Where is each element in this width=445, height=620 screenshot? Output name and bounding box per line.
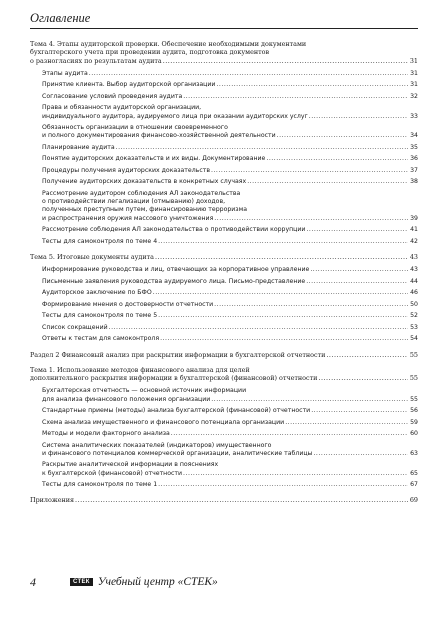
toc-subentry[interactable] [30, 324, 418, 332]
dot-leader [214, 301, 408, 309]
toc-page-number: 54 [410, 335, 418, 343]
toc-page-number: 35 [410, 143, 418, 151]
toc-page-number: 31 [410, 81, 418, 89]
dot-leader [306, 278, 408, 286]
toc-subentry[interactable] [30, 335, 418, 343]
dot-leader [306, 226, 408, 234]
toc-page-number: 46 [410, 289, 418, 297]
toc-page-number: 31 [409, 56, 418, 65]
toc-page-number: 56 [410, 407, 418, 415]
toc-entry-text: Формирование мнения о достоверности отчетности [42, 300, 214, 308]
toc-entry-text: Согласование условий проведения аудита [42, 92, 183, 100]
toc-page-number: 60 [410, 430, 418, 438]
toc-entry-text: для анализа финансового положения организации [42, 395, 211, 403]
toc-subentry[interactable] [30, 301, 418, 309]
page-header [30, 10, 418, 32]
toc-section-entry[interactable] [30, 40, 418, 65]
toc-page-number: 63 [410, 449, 418, 457]
toc-entry-text: Права и обязанности аудиторской организации, [42, 104, 202, 112]
toc-entry-text: Принятие клиента. Выбор аудиторской организации [42, 81, 216, 89]
toc-subentry[interactable] [30, 442, 418, 459]
page-number: 4 [30, 574, 36, 589]
toc-subentry[interactable] [30, 312, 418, 320]
toc-entry-text: и финансового потенциалов коммерческой организации, аналитические таблицы [42, 449, 313, 457]
toc-page-number: 43 [410, 266, 418, 274]
toc-page-number: 41 [410, 226, 418, 234]
toc-entry-text: и распространения оружия массового уничтожения [42, 214, 214, 222]
toc-spacer [30, 359, 418, 366]
toc-entry-text: Раздел 2 Финансовый анализ при раскрытии информации в бухгалтерской отчетности [30, 350, 326, 359]
toc-page-number: 53 [410, 323, 418, 331]
dot-leader [310, 266, 408, 274]
toc-spacer [30, 344, 418, 351]
toc-subentry[interactable] [30, 419, 418, 427]
toc-entry-text: Ответы к тестам для самоконтроля [42, 335, 160, 343]
dot-leader [313, 450, 408, 458]
toc-page-number: 55 [409, 350, 418, 359]
toc-entry-text: Список сокращений [42, 323, 108, 331]
toc-subentry[interactable] [30, 481, 418, 489]
dot-leader [171, 430, 408, 438]
toc-entry-text: Тесты для самоконтроля по теме 5 [42, 312, 158, 320]
toc-page-number: 67 [410, 481, 418, 489]
dot-leader [116, 144, 408, 152]
dot-leader [163, 57, 408, 65]
toc-entry-text: Тема 5. Итоговые документы аудита [30, 253, 154, 261]
toc-entry-text: и полного документирования финансово-хозяйственной деятельности [42, 132, 276, 140]
toc-entry-text: Бухгалтерская отчетность — основной источник информации [42, 387, 247, 395]
toc-subentry[interactable] [30, 266, 418, 274]
toc-subentry[interactable] [30, 104, 418, 121]
toc-entry-text: Рассмотрение соблюдения АЛ законодательства о противодействии коррупции [42, 226, 306, 234]
toc-subentry[interactable] [30, 238, 418, 246]
toc-subentry[interactable] [30, 289, 418, 297]
publisher-name: Учебный центр «СТЕК» [97, 576, 218, 588]
toc-page-number: 31 [410, 69, 418, 77]
toc-page-number: 36 [410, 155, 418, 163]
dot-leader [247, 178, 408, 186]
toc-subentry[interactable] [30, 387, 418, 404]
dot-leader [214, 215, 408, 223]
toc-entry-text: Письменные заявления руководства аудируемого лица. Письмо-представление [42, 277, 306, 285]
toc-entry-text: Понятие аудиторских доказательств и их виды. Документирование [42, 155, 266, 163]
toc-subentry[interactable] [30, 178, 418, 186]
toc-entry-text: Схема анализа имущественного и финансового потенциала организации [42, 418, 285, 426]
toc-page-number: 55 [410, 395, 418, 403]
toc-subentry[interactable] [30, 407, 418, 415]
toc-entry-text: Аудиторское заключение по БФО [42, 289, 152, 297]
toc-section-entry[interactable] [30, 351, 418, 359]
toc-entry-text: полученных преступным путем, финансированию терроризма [42, 206, 248, 214]
toc-subentry[interactable] [30, 93, 418, 101]
toc-page-number: 65 [410, 469, 418, 477]
dot-leader [183, 93, 408, 101]
toc-entry-text: о противодействии легализации (отмыванию) доходов, [42, 198, 226, 206]
toc-entry-text: Обязанность организации в отношении своевременного [42, 124, 228, 132]
toc-spacer [30, 246, 418, 253]
dot-leader [266, 155, 408, 163]
toc-entry-text: Этапы аудита [42, 69, 88, 77]
toc-entry-text: бухгалтерского учета при проведении аудита, подготовка документов [30, 48, 270, 57]
toc-page-number: 37 [410, 166, 418, 174]
toc-page-number: 33 [410, 112, 418, 120]
toc-page-number: 42 [410, 237, 418, 245]
dot-leader [158, 481, 408, 489]
toc-subentry[interactable] [30, 190, 418, 223]
page-title: Оглавление [30, 11, 91, 25]
publisher-logo: СТЕК [70, 578, 93, 586]
dot-leader [89, 70, 408, 78]
toc-subentry[interactable] [30, 81, 418, 89]
toc-section-entry[interactable] [30, 496, 418, 504]
toc-page-number: 38 [410, 178, 418, 186]
toc-page-number: 55 [409, 374, 418, 383]
dot-leader [158, 238, 408, 246]
toc-subentry[interactable] [30, 226, 418, 234]
toc-entry-text: Тема 1. Использование методов финансового анализа для целей [30, 365, 250, 374]
toc-subentry[interactable] [30, 70, 418, 78]
toc-section-entry[interactable] [30, 253, 418, 261]
toc-entry-text: Планирование аудита [42, 143, 115, 151]
dot-leader [158, 312, 408, 320]
toc-entry-text: Система аналитических показателей (индикаторов) имущественного [42, 441, 272, 449]
toc-subentry[interactable] [30, 430, 418, 438]
dot-leader [277, 132, 408, 140]
toc-page-number: 69 [409, 496, 418, 505]
dot-leader [326, 351, 408, 359]
dot-leader [216, 81, 408, 89]
toc-entry-text: Тесты для самоконтроля по теме 1 [42, 481, 158, 489]
toc-page-number: 39 [410, 214, 418, 222]
toc-entry-text: Тесты для самоконтроля по теме 4 [42, 237, 158, 245]
dot-leader [309, 113, 408, 121]
toc-subentry[interactable] [30, 167, 418, 175]
toc-subentry[interactable] [30, 461, 418, 478]
table-of-contents [30, 40, 418, 505]
toc-entry-text: Стандартные приемы (методы) анализа бухгалтерской (финансовой) отчетности [42, 407, 311, 415]
page-footer [30, 574, 418, 590]
toc-entry-text: Информирование руководства и лиц, отвечающих за корпоративное управление [42, 266, 310, 274]
toc-entry-text: Приложения [30, 496, 75, 505]
dot-leader [109, 324, 408, 332]
toc-subentry[interactable] [30, 278, 418, 286]
toc-entry-text: о разногласиях по результатам аудита [30, 56, 162, 65]
toc-entry-text: Рассмотрение аудитором соблюдения АЛ законодательства [42, 189, 241, 197]
toc-entry-text: Методы и модели факторного анализа [42, 430, 170, 438]
toc-page-number: 32 [410, 92, 418, 100]
dot-leader [318, 374, 408, 382]
header-divider [30, 28, 418, 29]
dot-leader [155, 253, 408, 261]
toc-entry-text: Раскрытие аналитической информации в пояснениях [42, 461, 219, 469]
toc-entry-text: к бухгалтерской (финансовой) отчетности [42, 469, 183, 477]
toc-section-entry[interactable] [30, 366, 418, 383]
toc-entry-text: Процедуры получения аудиторских доказательств [42, 166, 210, 174]
toc-page-number: 43 [409, 253, 418, 261]
toc-spacer [30, 489, 418, 496]
dot-leader [183, 470, 408, 478]
dot-leader [211, 396, 408, 404]
toc-entry-text: дополнительного раскрытия информации в бухгалтерской (финансовой) отчетности [30, 374, 318, 383]
toc-entry-text: Получение аудиторских доказательств в конкретных случаях [42, 178, 247, 186]
toc-subentry[interactable] [30, 124, 418, 141]
toc-page-number: 50 [410, 300, 418, 308]
toc-page-number: 52 [410, 312, 418, 320]
toc-entry-text: индивидуального аудитора, аудируемого лица при оказании аудиторских услуг [42, 112, 308, 120]
dot-leader [211, 167, 408, 175]
toc-page-number: 34 [410, 132, 418, 140]
dot-leader [75, 496, 408, 504]
toc-page-number: 59 [410, 418, 418, 426]
toc-subentry[interactable] [30, 155, 418, 163]
toc-subentry[interactable] [30, 144, 418, 152]
dot-leader [311, 407, 408, 415]
dot-leader [160, 335, 408, 343]
toc-entry-text: Тема 4. Этапы аудиторской проверки. Обеспечение необходимыми документами [30, 40, 307, 48]
toc-page-number: 44 [410, 277, 418, 285]
dot-leader [153, 289, 408, 297]
dot-leader [285, 419, 408, 427]
